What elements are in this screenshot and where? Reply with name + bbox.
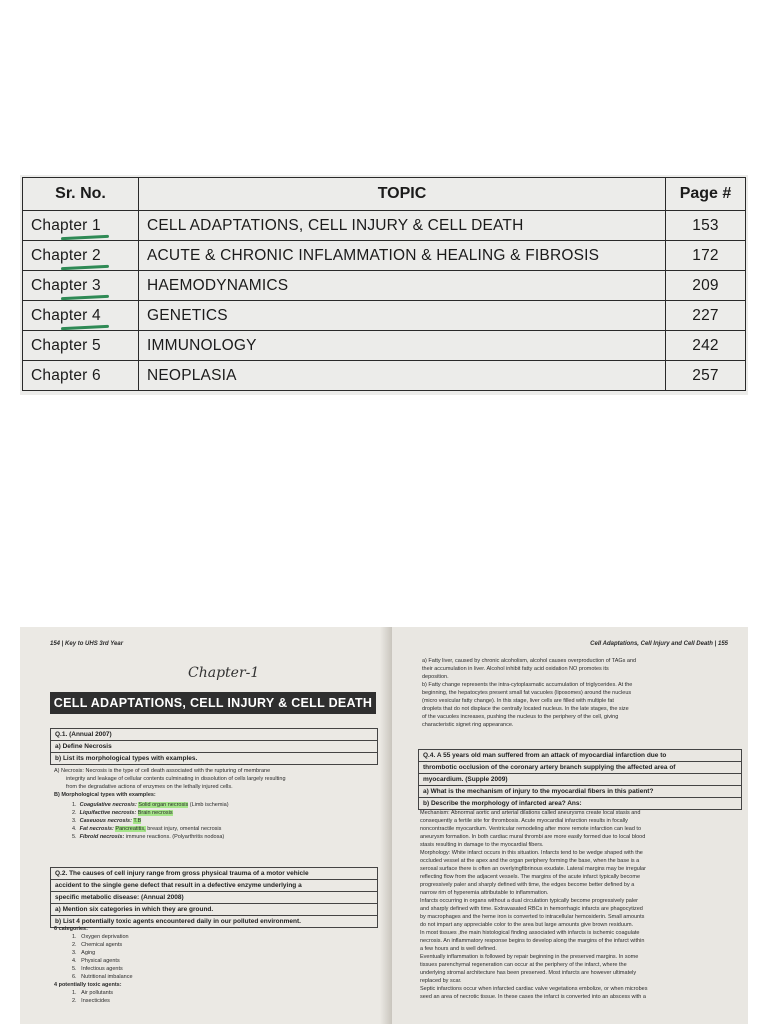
- right-page: [392, 627, 748, 1024]
- answer-line: A) Necrosis: Necrosis is the type of cell death associated with the rupturing of membrane: [54, 768, 271, 774]
- question-line: a) Define Necrosis: [51, 741, 377, 753]
- list-item: 2. Liquifactive necrosis: Brain necrosis: [72, 810, 173, 816]
- answer-line: B) Morphological types with examples:: [54, 792, 156, 798]
- necrosis-types-list: [72, 801, 372, 841]
- answer-line: integrity and leakage of cellular contents culminating in dissolution of cells largely resulting: [66, 776, 286, 782]
- text-line: and sharply defined with time. Extravasated RBCs in hemorrhagic infarcts are phagocytized: [420, 906, 643, 912]
- list-item: 2. Insecticides: [72, 998, 110, 1004]
- text-line: narrow rim of hyperemia attributable to inflammation.: [420, 890, 549, 896]
- chapter-page: 242: [666, 331, 746, 361]
- list-item: 5. Fibroid necrosis: immune reactions. (Polyarthritis nodosa): [72, 834, 225, 840]
- header-sr-no: Sr. No.: [23, 178, 139, 211]
- text-line: aneurysm formation. In both cardiac mural thrombi are more easily formed due to local blood: [420, 834, 646, 840]
- list-title: 6 categories:: [54, 926, 88, 932]
- text-line: serosal surface there is often an overlyingfibrinous exudate. Lateral margins may be irregular: [420, 866, 646, 872]
- question-line: b) Describe the morphology of infarcted area? Ans:: [423, 800, 582, 807]
- text-line: do not impart any appreciable color to the area but large amounts give brown residuum.: [420, 922, 634, 928]
- table-row: [23, 331, 746, 361]
- text-line: a few hours and is well defined.: [420, 946, 497, 952]
- chapter-page: 153: [666, 211, 746, 241]
- question-line: a) What is the mechanism of injury to the myocardial fibers in this patient?: [419, 786, 741, 798]
- list-item: 6. Nutritional imbalance: [72, 974, 133, 980]
- text-line: underlying stromal architecture has been preserved. Most infarcts are however ultimately: [420, 970, 637, 976]
- text-line: Morphology: White infarct occurs in this situation. Infarcts tend to be wedge shaped with the: [420, 850, 643, 856]
- text-line: (micro vesicular fatty change). In this stage, liver cells are filled with multiple fat: [422, 698, 614, 704]
- question-line: thrombotic occlusion of the coronary artery branch supplying the affected area of: [419, 762, 741, 774]
- text-line: Mechanism: Abnormal aortic and arterial dilations called aneurysms create local stasis and: [420, 810, 641, 816]
- list-title: 4 potentially toxic agents:: [54, 982, 122, 988]
- text-line: beginning, the hepatocytes present small fat vacuoles (liposomes) around the nucleus: [422, 690, 632, 696]
- list-item: 5. Infectious agents: [72, 966, 123, 972]
- toc-header-row: [23, 178, 746, 211]
- chapter-label: Chapter 5: [23, 331, 139, 361]
- question-2-box: [50, 867, 378, 928]
- list-item: 1. Air pollutants: [72, 990, 113, 996]
- text-line: deposition.: [422, 674, 449, 680]
- chapter-script-title: Chapter-1: [188, 665, 260, 681]
- text-line: necrosis. An inflammatory response begins to develop along the margins of the infarct within: [420, 938, 645, 944]
- chapter-label: Chapter 2: [31, 246, 101, 264]
- table-row: [23, 241, 746, 271]
- table-row: [23, 361, 746, 391]
- text-line: Eventually inflammation is followed by repair beginning in the preserved margins. In some: [420, 954, 639, 960]
- right-running-head: Cell Adaptations, Cell Injury and Cell Death | 155: [590, 641, 728, 647]
- text-line: noncontractile myocardium. Ventricular remodeling after more remote infarction can lead to: [420, 826, 642, 832]
- question-line: b) List 4 potentially toxic agents encountered daily in our polluted environment.: [55, 918, 301, 925]
- list-item: 3. Aging: [72, 950, 96, 956]
- header-page: Page #: [666, 178, 746, 211]
- text-line: progressively paler and sharply defined with time, the edges become better defined by a: [420, 882, 635, 888]
- table-row: [23, 301, 746, 331]
- table-row: [23, 211, 746, 241]
- chapter-label: Chapter 6: [23, 361, 139, 391]
- text-line: a) Fatty liver, caused by chronic alcoholism, alcohol causes overproduction of TAGs and: [422, 658, 637, 664]
- question-line: specific metabolic disease: (Annual 2008): [51, 892, 377, 904]
- chapter-topic: GENETICS: [139, 301, 666, 331]
- chapter-topic: HAEMODYNAMICS: [139, 271, 666, 301]
- list-item: 4. Fat necrosis: Pancreatitis, breast injury, omental necrosis: [72, 826, 222, 832]
- chapter-topic: NEOPLASIA: [139, 361, 666, 391]
- list-item: 2. Chemical agents: [72, 942, 123, 948]
- chapter-page: 227: [666, 301, 746, 331]
- text-line: droplets that do not displace the centrally located nucleus. In the late stages, the size: [422, 706, 629, 712]
- chapter-banner: CELL ADAPTATIONS, CELL INJURY & CELL DEATH: [50, 692, 376, 714]
- chapter-label: Chapter 4: [31, 306, 101, 324]
- question-line: a) Mention six categories in which they are ground.: [51, 904, 377, 916]
- fatty-liver-text: [422, 657, 738, 729]
- chapter-topic: ACUTE & CHRONIC INFLAMMATION & HEALING & FIBROSIS: [139, 241, 666, 271]
- list-item: 1. Coagulative necrosis: Solid organ necrosis (Limb ischemia): [72, 802, 229, 808]
- question-line: b) List its morphological types with examples.: [55, 755, 198, 762]
- list-item: 4. Physical agents: [72, 958, 120, 964]
- text-line: Infarcts occurring in organs without a dual circulation typically become progressively paler: [420, 898, 638, 904]
- answer-1-text: [54, 767, 380, 799]
- categories-list: [54, 925, 234, 1005]
- text-line: Septic infarctions occur when infarcted cardiac valve vegetations embolize, or when microbes: [420, 986, 648, 992]
- chapter-topic: IMMUNOLOGY: [139, 331, 666, 361]
- text-line: their accumulation in liver. Alcohol inhibit fatty acid oxidation NO promotes its: [422, 666, 609, 672]
- answer-line: from the degradative actions of enzymes on the lethally injured cells.: [66, 784, 233, 790]
- left-running-head: 154 | Key to UHS 3rd Year: [50, 641, 124, 647]
- text-line: seed an area of necrotic tissue. In these cases the infarct is converted into an abscess with a: [420, 994, 646, 1000]
- list-item: 1. Oxygen deprivation: [72, 934, 129, 940]
- book-spread-photo: [20, 627, 748, 1024]
- text-line: characteristic signet ring appearance.: [422, 722, 514, 728]
- chapter-label: Chapter 1: [31, 216, 101, 234]
- table-row: [23, 271, 746, 301]
- text-line: reflecting flow from the adjacent vessels. The margins of the acute infarct typically become: [420, 874, 641, 880]
- text-line: tissues parenchymal regeneration can occur at the periphery of the infarct, where the: [420, 962, 627, 968]
- text-line: replaced by scar.: [420, 978, 462, 984]
- chapter-label: Chapter 3: [31, 276, 101, 294]
- text-line: stasis resulting in damage to the myocardial fibers.: [420, 842, 544, 848]
- text-line: occluded vessel at the apex and the organ periphery forming the base, when the base is a: [420, 858, 640, 864]
- text-line: b) Fatty change represents the intra-cytoplasmatic accumulation of triglycerides. At the: [422, 682, 633, 688]
- text-line: In most tissues ,the main histological finding associated with infarcts is ischemic coagulate: [420, 930, 640, 936]
- chapter-page: 172: [666, 241, 746, 271]
- text-line: consequently a fertile site for thrombosis. Acute myocardial infarction results in focally: [420, 818, 628, 824]
- text-line: by macrophages and the heme iron is converted to intracellular hemosiderin. Small amounts: [420, 914, 645, 920]
- text-line: of the vacuoles increases, pushing the nucleus to the periphery of the cell, giving: [422, 714, 619, 720]
- question-line: Q.4. A 55 years old man suffered from an attack of myocardial infarction due to: [419, 750, 741, 762]
- question-line: Q.2. The causes of cell injury range from gross physical trauma of a motor vehicle: [51, 868, 377, 880]
- toc-table: [22, 177, 746, 391]
- chapter-page: 257: [666, 361, 746, 391]
- chapter-topic: CELL ADAPTATIONS, CELL INJURY & CELL DEATH: [139, 211, 666, 241]
- answer-4-text: [420, 809, 740, 1001]
- question-1-box: [50, 728, 378, 765]
- question-line: accident to the single gene defect that result in a defective enzyme underlying a: [51, 880, 377, 892]
- question-line: myocardium. (Supple 2009): [419, 774, 741, 786]
- header-topic: TOPIC: [139, 178, 666, 211]
- question-line: Q.1. (Annual 2007): [51, 729, 377, 741]
- left-page: [20, 627, 392, 1024]
- chapter-page: 209: [666, 271, 746, 301]
- question-4-box: [418, 749, 742, 810]
- table-of-contents-photo: [20, 175, 748, 395]
- list-item: 3. Caseuous necrosis: T.B: [72, 818, 142, 824]
